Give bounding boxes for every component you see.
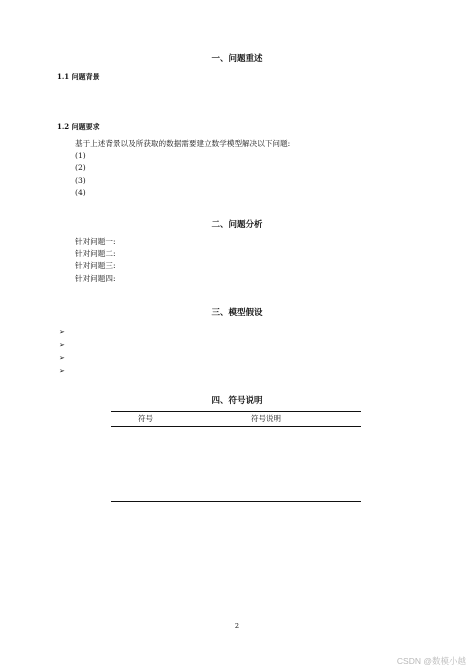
requirement-item-4: (4) <box>75 187 86 197</box>
csdn-watermark: CSDN @数模小越 <box>396 656 466 666</box>
assumption-bullet-1: ➢ <box>59 328 65 336</box>
requirement-item-1: (1) <box>75 151 86 161</box>
symbol-column-header: 符号 <box>138 414 153 423</box>
subsection-1-2-title: 1.2 问题要求 <box>57 122 100 131</box>
problem-analysis <box>75 236 116 285</box>
symbol-table-header <box>111 412 361 427</box>
assumption-list <box>59 326 65 378</box>
analysis-line-1: 针对问题一: <box>75 237 116 246</box>
requirements-intro: 基于上述背景以及所获取的数据需要建立数学模型解决以下问题: <box>75 139 291 148</box>
section-3-title: 三、模型假设 <box>211 308 263 318</box>
subsection-1-1-title: 1.1 问题背景 <box>57 72 100 81</box>
requirement-item-3: (3) <box>75 175 86 185</box>
analysis-line-3: 针对问题三: <box>75 261 116 271</box>
section-4-title: 四、符号说明 <box>211 396 263 406</box>
section-2-title: 二、问题分析 <box>211 220 263 230</box>
assumption-bullet-3: ➢ <box>59 354 65 362</box>
analysis-line-4: 针对问题四: <box>75 273 116 283</box>
requirement-item-2: (2) <box>75 163 86 173</box>
assumption-bullet-2: ➢ <box>59 341 65 349</box>
symbol-description-column-header: 符号说明 <box>251 414 281 423</box>
symbol-table <box>111 411 361 502</box>
problem-requirements <box>75 138 290 199</box>
section-1-title: 一、问题重述 <box>211 54 263 64</box>
analysis-line-2: 针对问题二: <box>75 249 116 259</box>
page-number: 2 <box>234 622 240 630</box>
assumption-bullet-4: ➢ <box>59 367 65 375</box>
